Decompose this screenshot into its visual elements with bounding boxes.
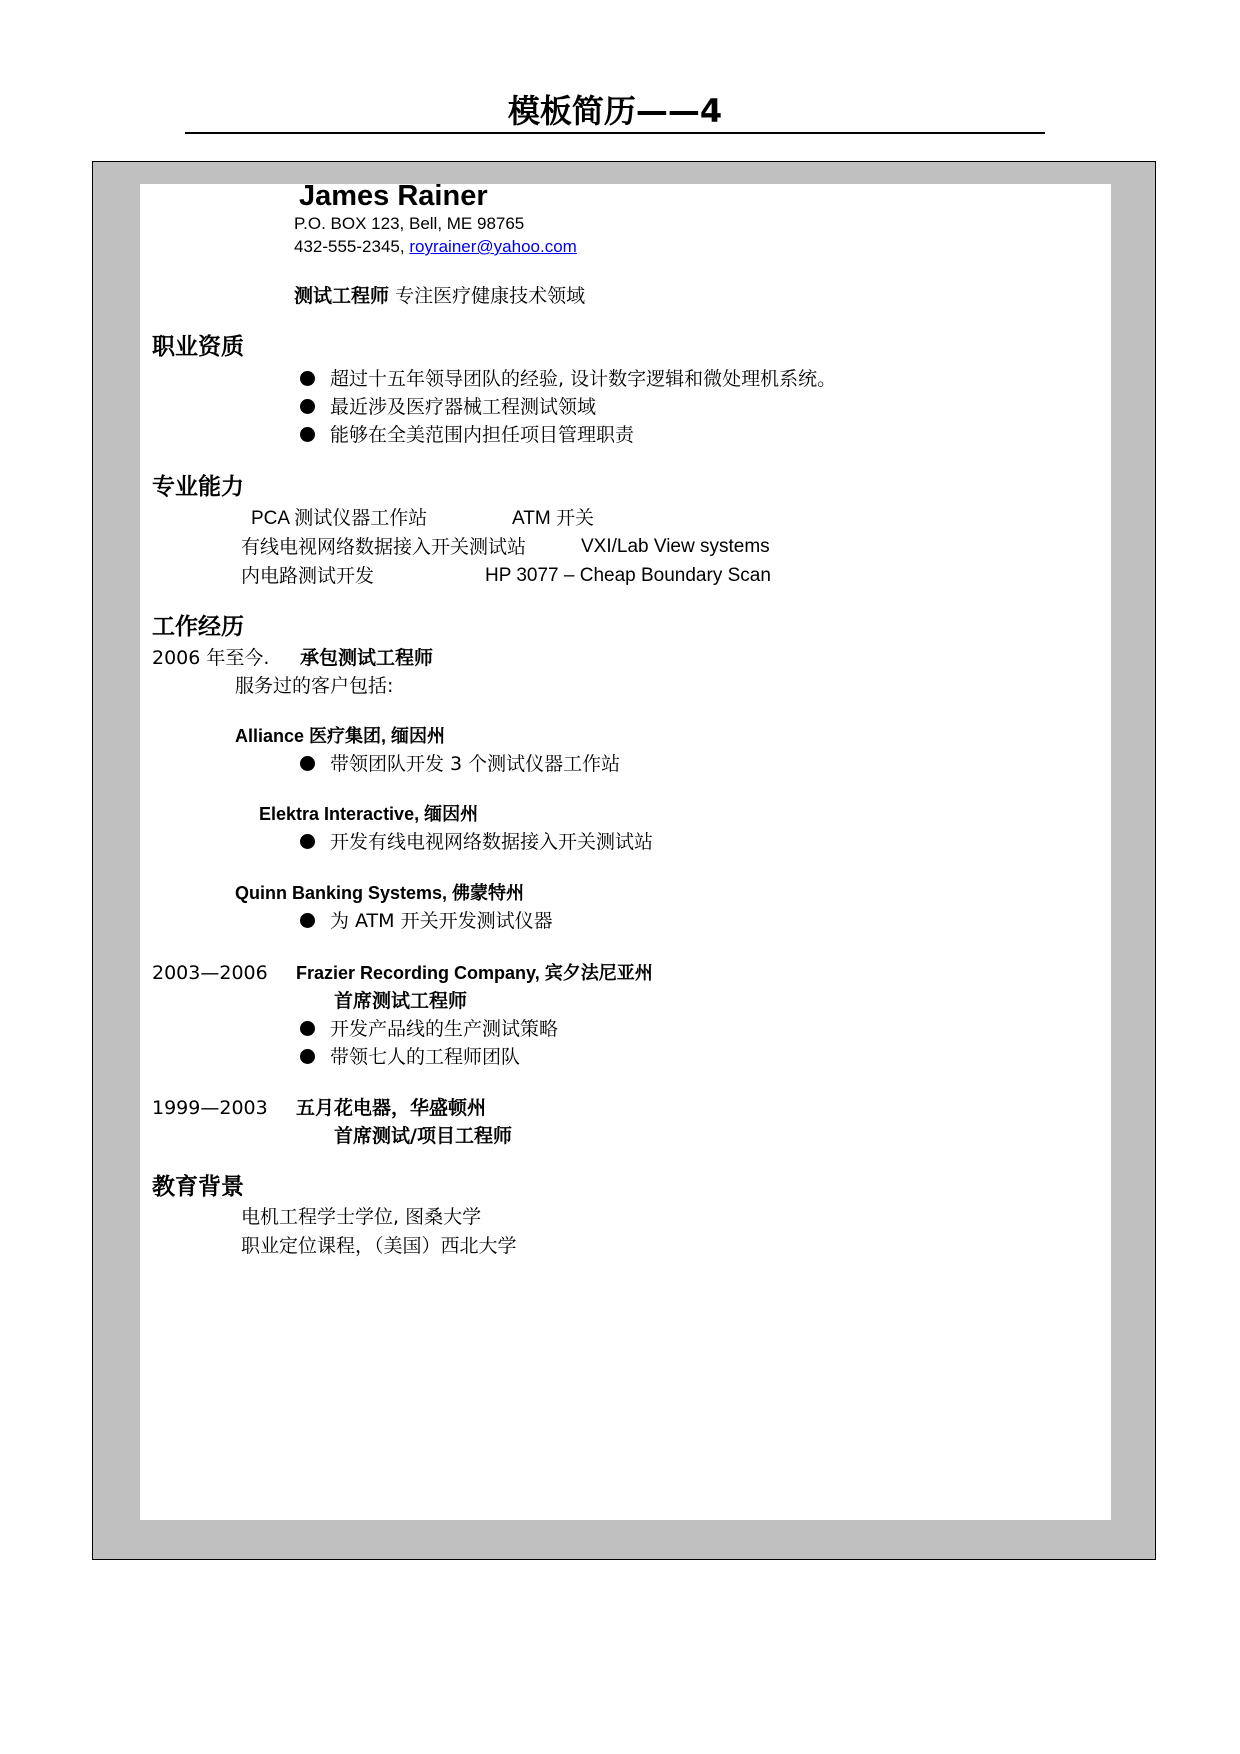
- bullet-icon: [300, 756, 315, 771]
- objective: [294, 283, 585, 309]
- client-name-latin: Quinn Banking Systems,: [235, 883, 453, 903]
- document-title: 模板简历——4: [507, 92, 723, 130]
- client-achievement: [300, 829, 653, 855]
- skill-item: HP 3077 – Cheap Boundary Scan: [485, 565, 771, 586]
- company-name: 五月花电器，华盛顿州: [296, 1097, 487, 1119]
- qualification-text: 最近涉及医疗器械工程测试领域: [330, 396, 597, 418]
- title-underline: [185, 132, 1045, 134]
- section-heading-qualifications: 职业资质: [152, 334, 244, 360]
- client-achievement: [300, 908, 553, 934]
- bullet-icon: [300, 1021, 315, 1036]
- education-item: 职业定位课程，（美国）西北大学: [241, 1235, 517, 1257]
- job-title: 承包测试工程师: [300, 647, 434, 669]
- job-title: 首席测试/项目工程师: [334, 1125, 512, 1147]
- company-name-latin: Frazier Recording Company,: [296, 963, 545, 983]
- section-heading-education: 教育背景: [152, 1174, 244, 1200]
- education-item: 电机工程学士学位, 图桑大学: [241, 1206, 482, 1228]
- client-name: [235, 880, 524, 906]
- job-achievement: [300, 1044, 520, 1070]
- skill-item: ATM 开关: [512, 508, 594, 529]
- bullet-icon: [300, 834, 315, 849]
- client-name: [259, 801, 478, 827]
- bullet-icon: [300, 399, 315, 414]
- bullet-icon: [300, 427, 315, 442]
- client-name-latin: Alliance: [235, 726, 310, 746]
- job-period: 2006 年至今.: [152, 647, 270, 669]
- objective-focus: 专注医疗健康技术领域: [395, 285, 586, 307]
- section-heading-skills: 专业能力: [152, 474, 244, 500]
- qualification-text: 能够在全美范围内担任项目管理职责: [330, 424, 635, 446]
- client-name-cn: 佛蒙特州: [452, 883, 525, 903]
- company-name: [296, 960, 653, 986]
- achievement-text: 开发有线电视网络数据接入开关测试站: [330, 831, 654, 853]
- achievement-text: 开发产品线的生产测试策略: [330, 1018, 559, 1040]
- section-heading-experience: 工作经历: [152, 614, 244, 640]
- contact-line: [294, 236, 577, 258]
- bullet-icon: [300, 371, 315, 386]
- job-title: 首席测试工程师: [334, 990, 468, 1012]
- objective-role: 测试工程师: [294, 285, 390, 307]
- job-achievement: [300, 1016, 558, 1042]
- client-name-cn: 医疗集团, 缅因州: [309, 726, 446, 746]
- candidate-name: James Rainer: [299, 180, 488, 212]
- skill-item: PCA 测试仪器工作站: [251, 508, 428, 529]
- client-achievement: [300, 751, 620, 777]
- qualification-item: [300, 394, 596, 420]
- skill-item: 有线电视网络数据接入开关测试站: [241, 536, 527, 558]
- phone: 432-555-2345,: [294, 237, 410, 256]
- qualification-text: 超过十五年领导团队的经验, 设计数字逻辑和微处理机系统。: [330, 368, 837, 390]
- achievement-text: 带领团队开发 3 个测试仪器工作站: [330, 753, 621, 775]
- achievement-text: 为 ATM 开关开发测试仪器: [330, 910, 553, 932]
- client-name: [235, 723, 445, 749]
- email-link[interactable]: royrainer@yahoo.com: [409, 237, 577, 256]
- address: P.O. BOX 123, Bell, ME 98765: [294, 214, 525, 233]
- client-name-cn: 缅因州: [424, 804, 479, 824]
- company-name-cn: 宾夕法尼亚州: [544, 963, 653, 983]
- qualification-item: [300, 422, 634, 448]
- skill-item: 内电路测试开发: [241, 565, 375, 587]
- job-intro: 服务过的客户包括:: [235, 675, 394, 697]
- achievement-text: 带领七人的工程师团队: [330, 1046, 521, 1068]
- skill-item: VXI/Lab View systems: [581, 536, 770, 557]
- client-name-latin: Elektra Interactive,: [259, 804, 425, 824]
- job-period: 1999—2003: [152, 1097, 268, 1119]
- bullet-icon: [300, 913, 315, 928]
- qualification-item: [300, 366, 836, 392]
- bullet-icon: [300, 1049, 315, 1064]
- job-period: 2003—2006: [152, 962, 268, 984]
